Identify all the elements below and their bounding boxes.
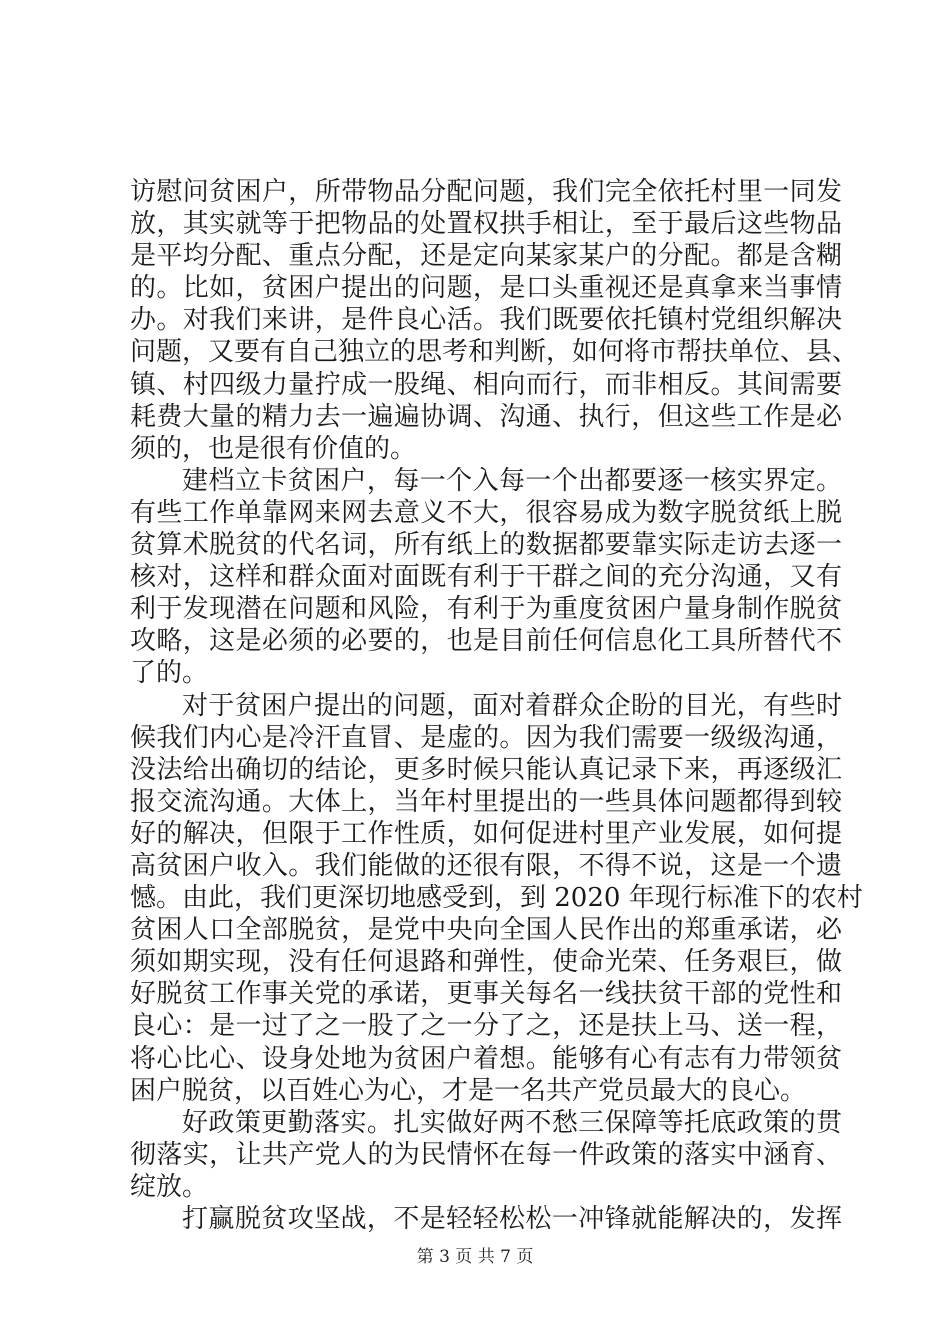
text-line: 办。对我们来讲，是件良心活。我们既要依托镇村党组织解决 (130, 305, 842, 336)
paragraph-first-line: 对于贫困户提出的问题，面对着群众企盼的目光，有些时 (182, 690, 842, 721)
paragraph-first-line: 建档立卡贫困户，每一个入每一个出都要逐一核实界定。 (182, 465, 842, 496)
text-line: 放，其实就等于把物品的处置权拱手相让，至于最后这些物品 (130, 209, 842, 240)
text-line: 困户脱贫，以百姓心为心，才是一名共产党员最大的良心。 (130, 1075, 807, 1106)
text-line: 有些工作单靠网来网去意义不大，很容易成为数字脱贫纸上脱 (130, 497, 842, 528)
page-number: 第 3 页 共 7 页 (416, 1247, 534, 1267)
text-line: 核对，这样和群众面对面既有利于干群之间的充分沟通，又有 (130, 562, 842, 593)
text-line: 绽放。 (130, 1171, 209, 1202)
text-line: 高贫困户收入。我们能做的还很有限，不得不说，这是一个遗 (130, 850, 842, 881)
text-line: 良心：是一过了之一股了之一分了之，还是扶上马、送一程， (130, 1011, 842, 1042)
text-line: 攻略，这是必须的必要的，也是目前任何信息化工具所替代不 (130, 626, 842, 657)
text-line: 好脱贫工作事关党的承诺，更事关每名一线扶贫干部的党性和 (130, 979, 842, 1010)
text-line: 须的，也是很有价值的。 (130, 433, 417, 464)
text-line: 须如期实现，没有任何退路和弹性，使命光荣、任务艰巨，做 (130, 947, 842, 978)
text-line: 访慰问贫困户，所带物品分配问题，我们完全依托村里一同发 (130, 177, 842, 207)
text-line: 报交流沟通。大体上，当年村里提出的一些具体问题都得到较 (130, 786, 842, 817)
paragraph-first-line: 打赢脱贫攻坚战，不是轻轻松松一冲锋就能解决的，发挥 (182, 1204, 842, 1234)
text-line: 彻落实，让共产党人的为民情怀在每一件政策的落实中涵育、 (130, 1139, 842, 1170)
text-line: 镇、村四级力量拧成一股绳、相向而行，而非相反。其间需要 (130, 369, 842, 400)
text-line: 好的解决，但限于工作性质，如何促进村里产业发展，如何提 (130, 818, 842, 849)
text-line: 将心比心、设身处地为贫困户着想。能够有心有志有力带领贫 (130, 1043, 842, 1074)
text-line: 贫算术脱贫的代名词，所有纸上的数据都要靠实际走访去逐一 (130, 530, 842, 561)
text-line: 了的。 (130, 658, 209, 689)
text-line: 候我们内心是冷汗直冒、是虚的。因为我们需要一级级沟通， (130, 722, 842, 753)
text-line: 憾。由此，我们更深切地感受到，到 2020 年现行标准下的农村 (130, 883, 863, 914)
paragraph-first-line: 好政策更勤落实。扎实做好两不愁三保障等托底政策的贯 (182, 1107, 842, 1138)
document-body (130, 176, 863, 1235)
text-line: 利于发现潜在问题和风险，有利于为重度贫困户量身制作脱贫 (130, 594, 842, 625)
page-footer (0, 1242, 950, 1267)
text-line: 的。比如，贫困户提出的问题，是口头重视还是真拿来当事情 (130, 273, 842, 304)
text-line: 是平均分配、重点分配，还是定向某家某户的分配。都是含糊 (130, 241, 842, 272)
text-line: 问题，又要有自己独立的思考和判断，如何将市帮扶单位、县、 (130, 337, 859, 368)
text-line: 耗费大量的精力去一遍遍协调、沟通、执行，但这些工作是必 (130, 401, 842, 432)
text-line: 贫困人口全部脱贫，是党中央向全国人民作出的郑重承诺，必 (130, 915, 842, 946)
text-line: 没法给出确切的结论，更多时候只能认真记录下来，再逐级汇 (130, 754, 842, 785)
